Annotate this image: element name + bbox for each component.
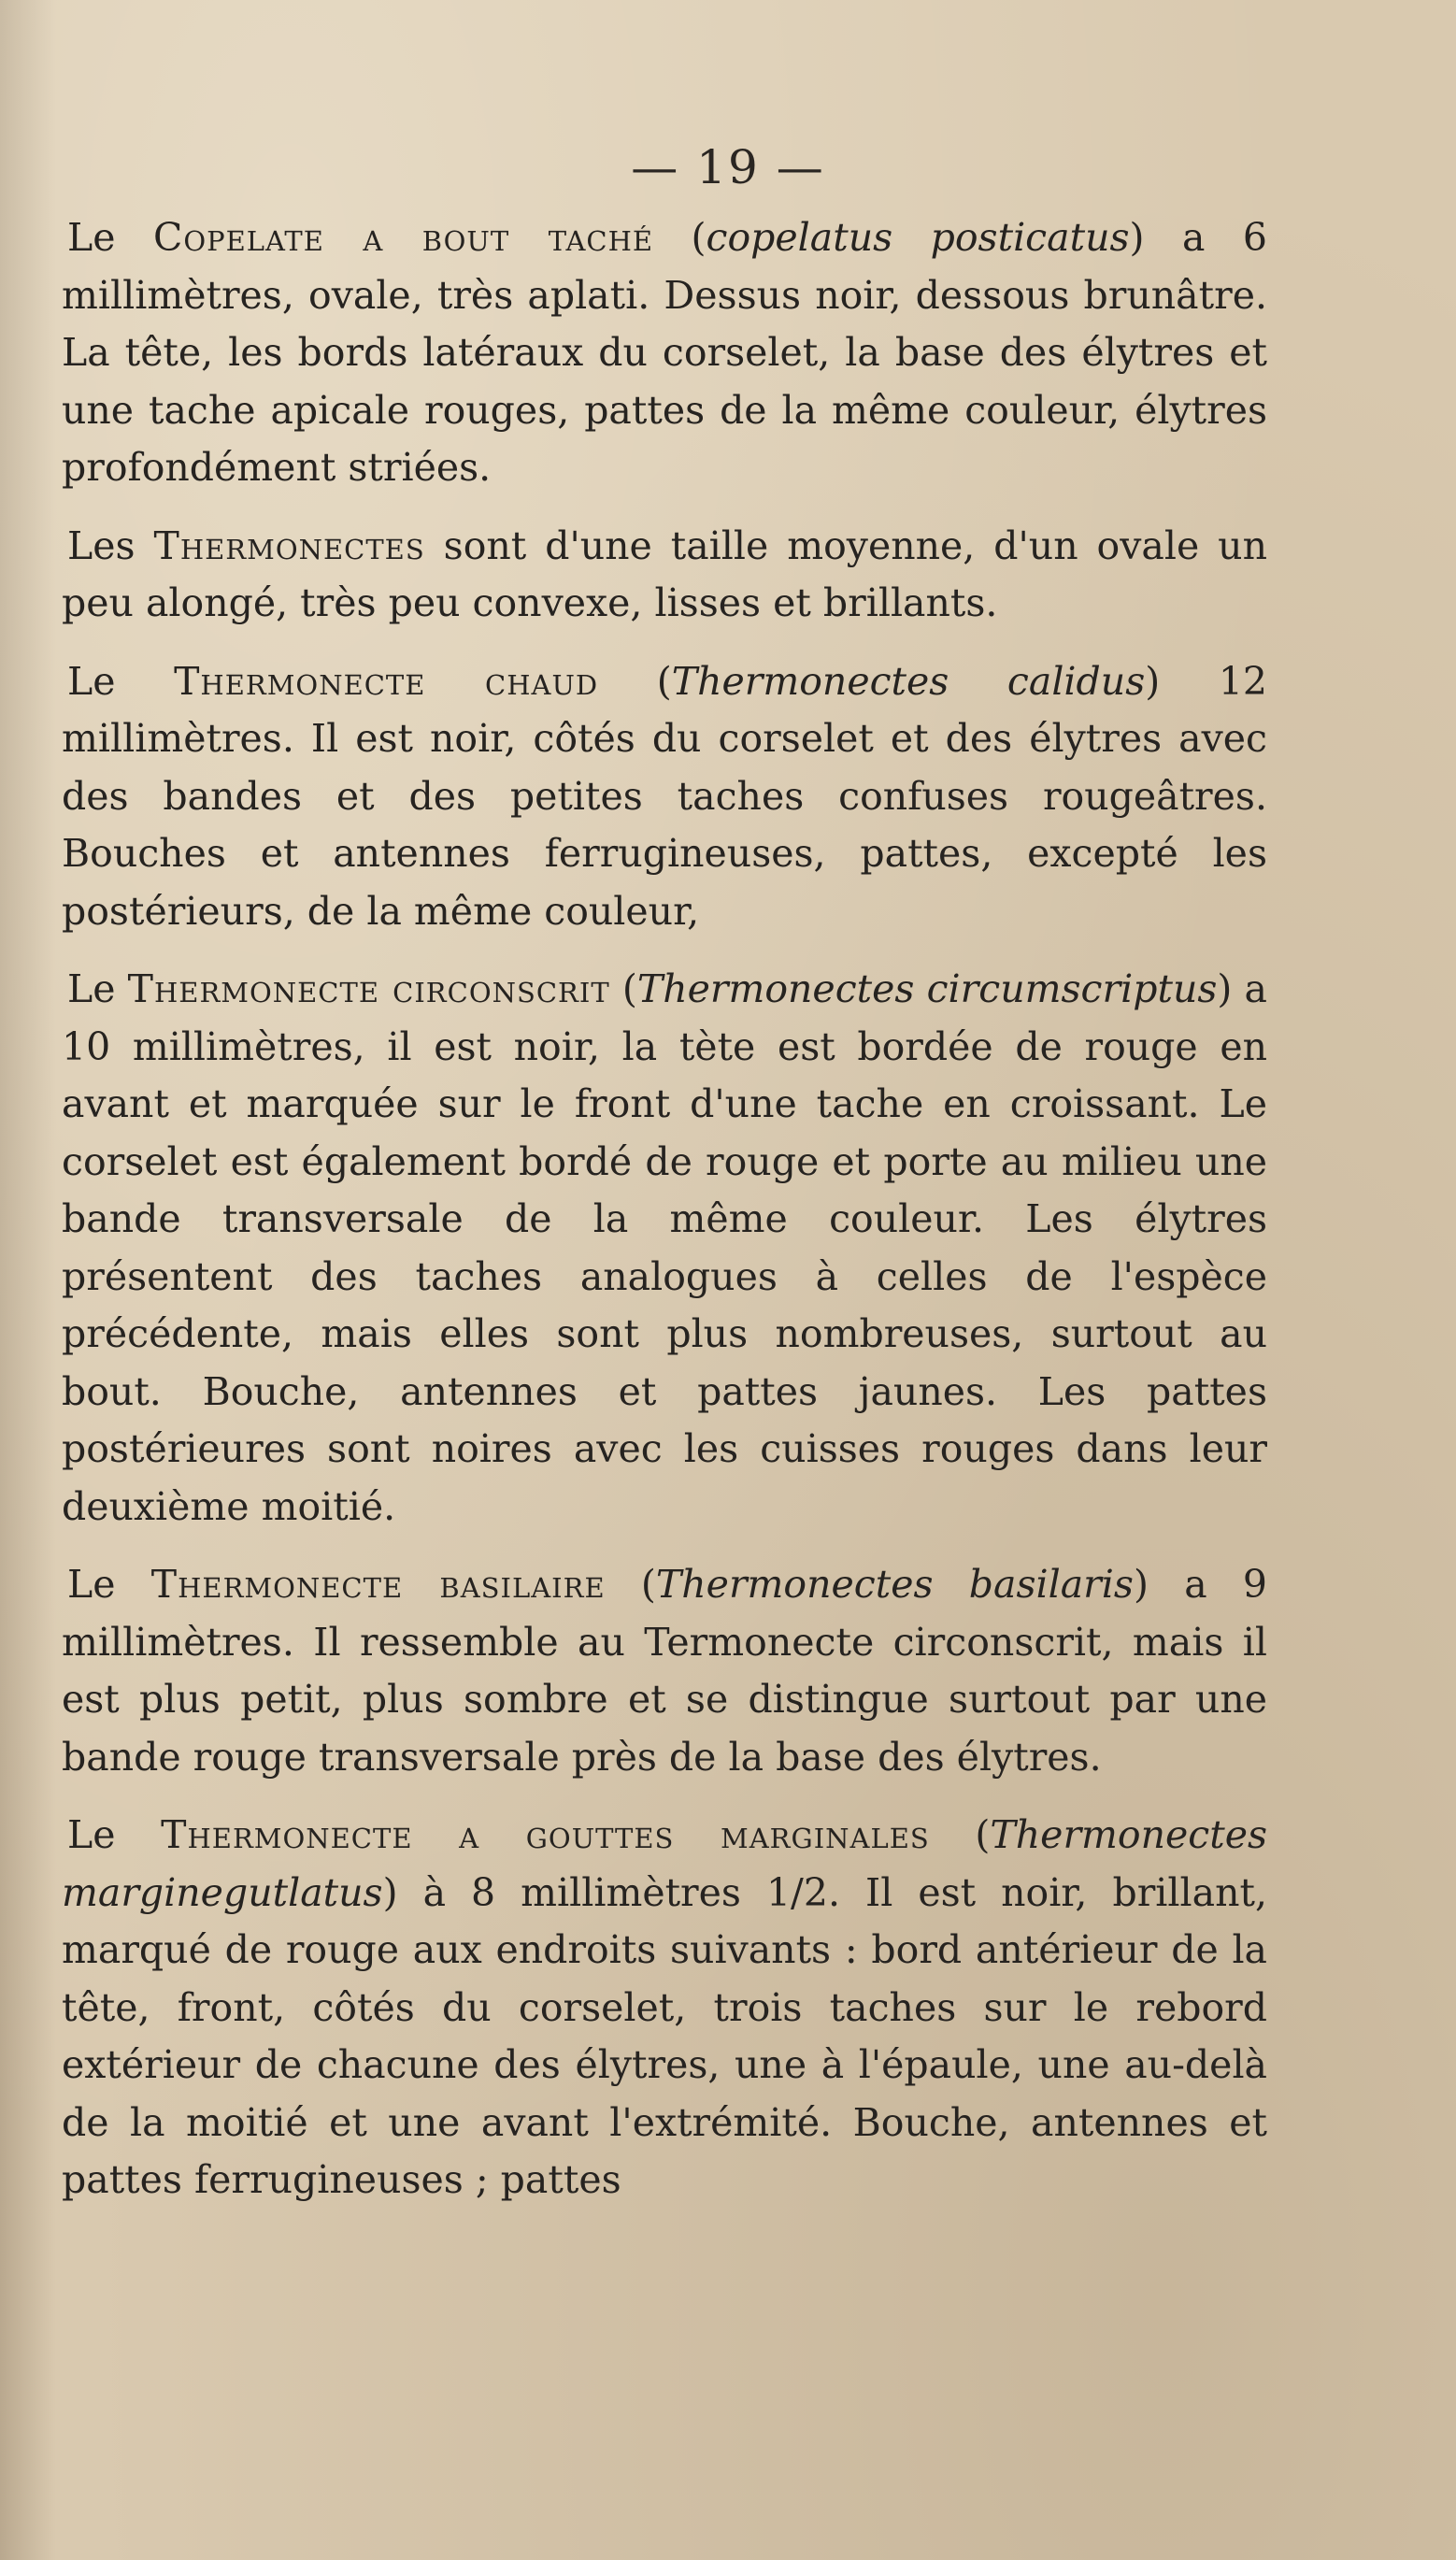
- species-name: Thermonecte circonscrit: [127, 966, 610, 1011]
- paragraph-text: sont d'une taille moyenne, d'un ovale un peu alongé, très peu convexe, lisses et brillants.: [62, 522, 1267, 625]
- paragraph-text: ) a 10 millimètres, il est noir, la tète est bordée de rouge en avant et marquée sur le front d'une tache en croissant. Le corselet est également bordé de rouge et porte au milieu une bande transversale de la même couleur. Les élytres présentent des taches analogues à celles de l'espèce précédente, mais elles sont plus nombreuses, surtout au bout. Bouche, antennes et pattes jaunes. Les pattes postérieures sont noires avec les cuisses rouges dans leur deuxième moitié.: [62, 966, 1268, 1529]
- paragraph-text: ) a 6 millimètres, ovale, très aplati. Dessus noir, dessous brunâtre. La tête, les bords latéraux du corselet, la base des élytres et une tache apicale rouges, pattes de la même couleur, élytres profondément striées.: [62, 215, 1267, 490]
- paragraph-lead: Le: [67, 215, 153, 260]
- genus-name: Thermonectes: [153, 522, 425, 568]
- paren-open: (: [653, 215, 707, 260]
- paragraph-lead: Le: [67, 658, 175, 704]
- paren-open: (: [609, 966, 637, 1011]
- paragraph-text: ) 12 millimètres. Il est noir, côtés du corselet et des élytres avec des bandes et des petites taches confuses rougeâtres. Bouches et antennes ferrugineuses, pattes, excepté les postérieurs, de la même couleur,: [62, 658, 1267, 934]
- latin-name: Thermonectes circumscriptus: [636, 966, 1218, 1011]
- paren-open: (: [929, 1812, 991, 1857]
- paragraph-copelate: [62, 209, 1267, 497]
- paragraph-text: ) à 8 millimètres 1/2. Il est noir, brillant, marqué de rouge aux endroits suivants : bord antérieur de la tête, front, côtés du corselet, trois taches sur le rebord extérieur de chacune des élytres, une à l'épaule, une au-delà de la moitié et une avant l'extrémité. Bouche, antennes et pattes ferrugineuses ; pattes: [62, 1869, 1267, 2202]
- paren-open: (: [605, 1562, 656, 1607]
- latin-name: Thermonectes marginegutlatus: [62, 1812, 1268, 1915]
- paragraph-lead: Les: [67, 522, 154, 568]
- species-name: Thermonecte basilaire: [150, 1562, 606, 1607]
- paragraph-thermonecte-basilaire: [62, 1556, 1267, 1786]
- species-name: Copelate a bout taché: [152, 215, 654, 260]
- paragraph-thermonectes: [62, 518, 1267, 633]
- latin-name: copelatus posticatus: [706, 215, 1130, 260]
- paren-open: (: [598, 658, 672, 704]
- paragraph-thermonecte-gouttes: [62, 1807, 1267, 2210]
- paragraph-thermonecte-chaud: [62, 653, 1267, 941]
- paragraph-thermonecte-circonscrit: [62, 961, 1267, 1536]
- species-name: Thermonecte chaud: [174, 658, 599, 704]
- species-name: Thermonecte a gouttes marginales: [161, 1812, 930, 1857]
- paragraph-lead: Le: [67, 1812, 162, 1857]
- body-text: [62, 209, 1267, 2230]
- page-number: — 19 —: [631, 140, 825, 194]
- paragraph-text: ) a 9 millimètres. Il ressemble au Termonecte circonscrit, mais il est plus petit, plus sombre et se distingue surtout par une bande rouge transversale près de la base des élytres.: [62, 1562, 1268, 1780]
- latin-name: Thermonectes basilaris: [655, 1562, 1134, 1607]
- latin-name: Thermonectes calidus: [671, 658, 1146, 704]
- paragraph-lead: Le: [67, 966, 128, 1011]
- paragraph-lead: Le: [67, 1562, 151, 1607]
